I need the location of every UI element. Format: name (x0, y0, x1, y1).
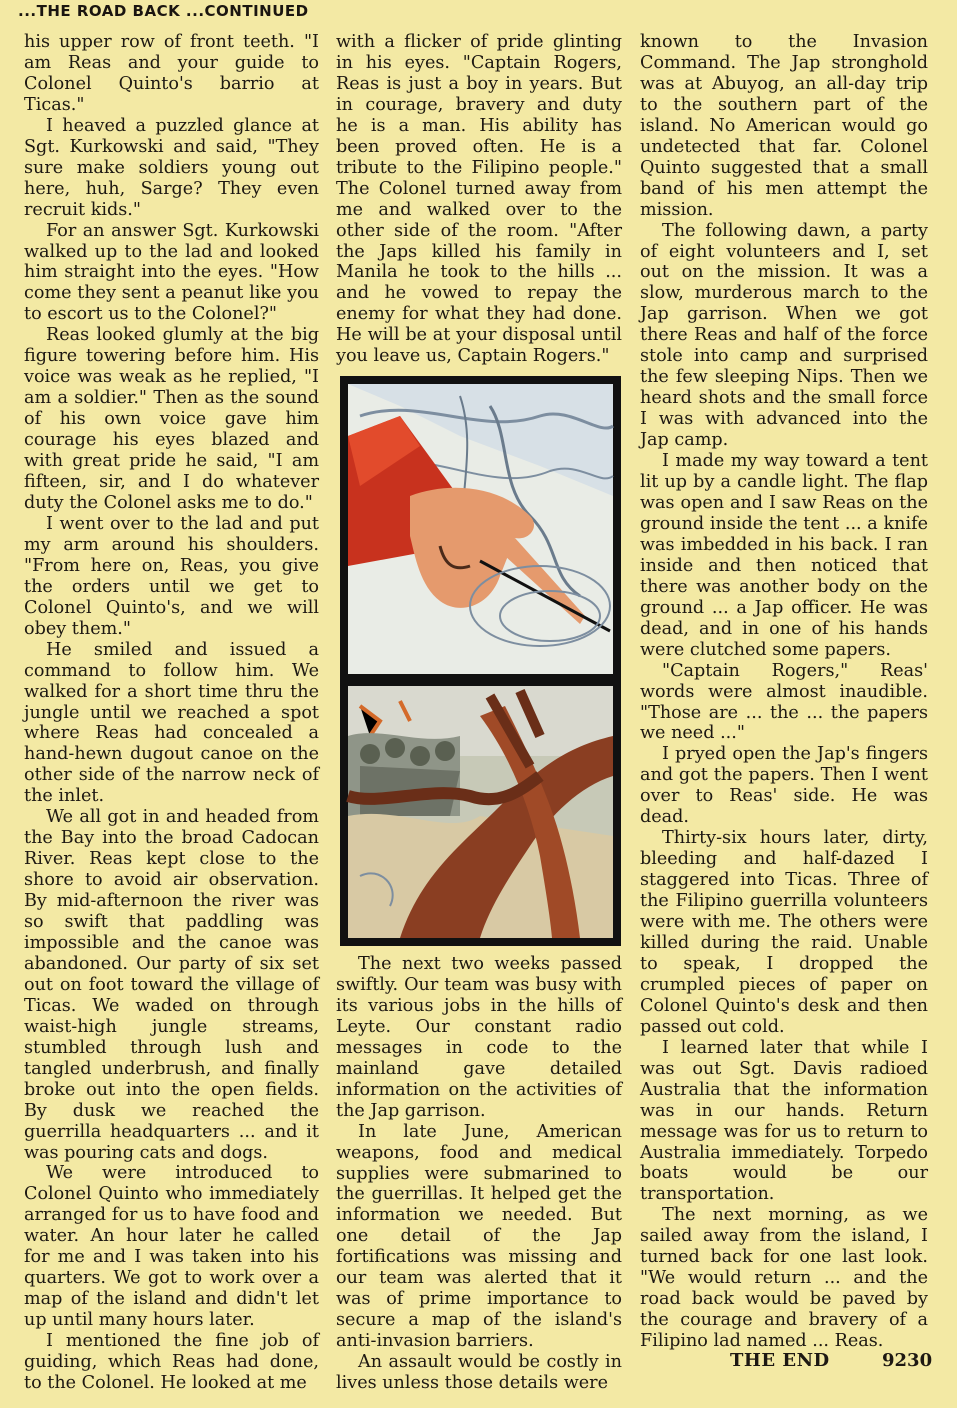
paragraph: I went over to the lad and put my arm around his shoulders. "From here on, Reas, you give the orders until we get to Colonel Quinto's, and we will obey them." (24, 513, 319, 639)
paragraph: with a flicker of pride glinting in his eyes. "Captain Rogers, Reas is just a boy in years. But in courage, bravery and duty he is a man. His ability has been proved often. He is a tribute to the Filipino people." The Colonel turned away from me and walked over to the other side of the room. "After the Japs killed his family in Manila he took to the hills ... and he vowed to repay the enemy for what they had done. He will be at your disposal until you leave us, Captain Rogers." (336, 32, 622, 367)
paragraph: I mentioned the fine job of guiding, which Reas had done, to the Colonel. He looked at me (24, 1331, 319, 1393)
text-column-2-top (336, 32, 622, 367)
running-title: ...THE ROAD BACK ...CONTINUED (18, 2, 309, 20)
hand-pointing-at-map-illustration (348, 384, 613, 674)
paragraph: I heaved a puzzled glance at Sgt. Kurkowski and said, "They sure make soldiers young out here, huh, Sarge? They even recruit kids." (24, 115, 319, 220)
paragraph: Thirty-six hours later, dirty, bleeding and half-dazed I staggered into Ticas. Three of the Filipino guerrilla volunteers were with me. The others were killed during the raid. Unable to speak, I dropped the crumpled pieces of paper on Colonel Quinto's desk and then passed out cold. (640, 828, 928, 1037)
the-end-label: THE END (730, 1350, 830, 1371)
paragraph: "Captain Rogers," Reas' words were almost inaudible. "Those are ... the ... the papers we need ..." (640, 660, 928, 744)
paragraph: I made my way toward a tent lit up by a candle light. The flap was open and I saw Reas on the ground inside the tent ... a knife was imbedded in his back. I ran inside and then noticed that there was another body on the ground ... a Jap officer. He was dead, and in one of his hands were clutched some papers. (640, 451, 928, 660)
text-column-3 (640, 32, 928, 1352)
paragraph: He smiled and issued a command to follow him. We walked for a short time thru the jungle until we reached a spot where Reas had concealed a hand-hewn dugout canoe on the other side of the narrow neck of the inlet. (24, 639, 319, 807)
page-code: 9230 (882, 1350, 933, 1371)
paragraph: Reas looked glumly at the big figure towering before him. His voice was weak as he replied, "I am a soldier." Then as the sound of his own voice gave him courage his eyes blazed and with great pride he said, "I am fifteen, sir, and I do whatever duty the Colonel asks me to do." (24, 325, 319, 513)
paragraph: The following dawn, a party of eight volunteers and I, set out on the mission. It was a slow, murderous march to the Jap garrison. When we got there Reas and half of the force stole into camp and surprised the few sleeping Nips. Then we heard shots and the small force I was with advanced into the Jap camp. (640, 220, 928, 451)
paragraph: The next morning, as we sailed away from the island, I turned back for one last look. "We would return ... and the road back would be paved by the courage and bravery of a Filipino lad named ... Reas. (640, 1205, 928, 1352)
paragraph: We were introduced to Colonel Quinto who immediately arranged for us to have food and water. An hour later he called for me and I was taken into his quarters. We got to work over a map of the island and didn't let up until many hours later. (24, 1163, 319, 1331)
illustration-panels (340, 376, 621, 946)
paragraph: We all got in and headed from the Bay into the broad Cadocan River. Reas kept close to the shore to avoid air observation. By mid-afternoon the river was so swift that paddling was impossible and the canoe was abandoned. Our party of six set out on foot toward the village of Ticas. We waded on through waist-high jungle streams, stumbled through lush and tangled underbrush, and finally broke out into the open fields. By dusk we reached the guerrilla headquarters ... and it was pouring cats and dogs. (24, 807, 319, 1163)
paragraph: The next two weeks passed swiftly. Our team was busy with its various jobs in the hills of Leyte. Our constant radio messages in code to the mainland gave detailed information on the activities of the Jap garrison. (336, 954, 622, 1121)
paragraph: his upper row of front teeth. "I am Reas and your guide to Colonel Quinto's barrio at Ticas." (24, 32, 319, 115)
text-column-1 (24, 32, 319, 1394)
paragraph: known to the Invasion Command. The Jap stronghold was at Abuyog, an all-day trip to the southern part of the island. No American would go undetected that far. Colonel Quinto suggested that a small band of his men attempt the mission. (640, 32, 928, 220)
text-column-2-bottom (336, 954, 622, 1394)
soldiers-in-jungle-illustration (348, 686, 613, 938)
paragraph: I pryed open the Jap's fingers and got the papers. Then I went over to Reas' side. He was dead. (640, 744, 928, 828)
paragraph: An assault would be costly in lives unless those details were (336, 1352, 622, 1394)
paragraph: For an answer Sgt. Kurkowski walked up to the lad and looked him straight into the eyes. "How come they sent a peanut like you to escort us to the Colonel?" (24, 220, 319, 325)
paragraph: In late June, American weapons, food and medical supplies were submarined to the guerrillas. It helped get the information we needed. But one detail of the Jap fortifications was missing and our team was alerted that it was of prime importance to secure a map of the island's anti-invasion barriers. (336, 1121, 622, 1352)
paragraph: I learned later that while I was out Sgt. Davis radioed Australia that the information was in our hands. Return message was for us to return to Australia immediately. Torpedo boats would be our transportation. (640, 1037, 928, 1205)
